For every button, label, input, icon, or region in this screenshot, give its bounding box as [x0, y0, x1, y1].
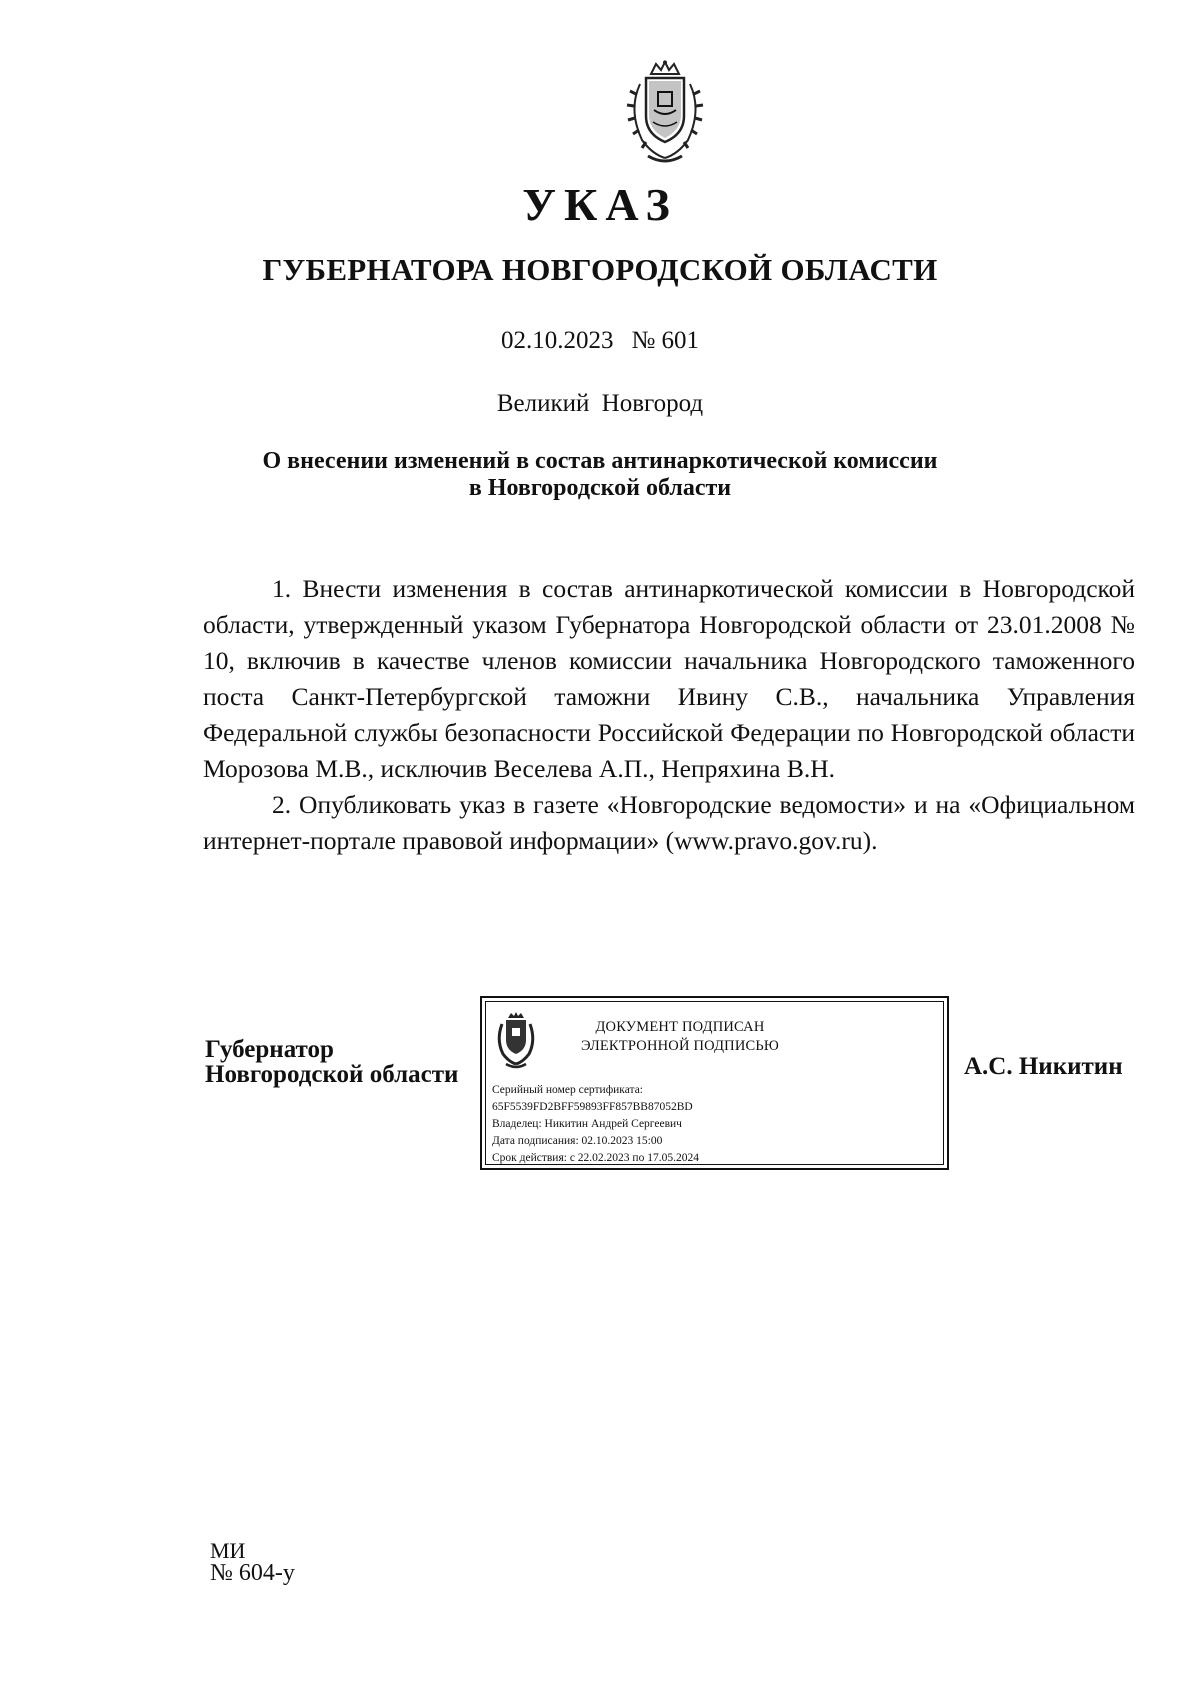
date-number-line: [0, 327, 1200, 355]
certificate-serial-value: 65F5539FD2BFF59893FF857BB87052BD: [492, 1101, 693, 1113]
stamp-heading: [570, 1018, 790, 1056]
document-date: 02.10.2023: [500, 327, 614, 354]
signatory-title-line: Новгородской области: [205, 1061, 459, 1088]
stamp-frame: [485, 1001, 944, 1165]
electronic-signature-stamp: [480, 996, 949, 1170]
signatory-title: [205, 1037, 458, 1087]
signatory-name: А.С. Никитин: [964, 1053, 1123, 1080]
certificate-owner: Владелец: Никитин Андрей Сергеевич: [492, 1118, 682, 1130]
signing-date: Дата подписания: 02.10.2023 15:00: [492, 1135, 663, 1147]
document-body: [203, 571, 1135, 859]
certificate-serial-label: Серийный номер сертификата:: [492, 1084, 643, 1096]
document-title: УКАЗ: [522, 179, 678, 230]
stamp-heading-line: ЭЛЕКТРОННОЙ ПОДПИСЬЮ: [580, 1038, 780, 1054]
registration-number: № 604-у: [210, 1560, 295, 1586]
novgorod-coat-of-arms-icon: [494, 1012, 538, 1070]
heading-line: в Новгородской области: [468, 475, 732, 501]
document-number: № 601: [631, 327, 700, 354]
novgorod-coat-of-arms-icon: [618, 60, 712, 168]
footer-reference: [210, 1540, 295, 1584]
stamp-heading-line: ДОКУМЕНТ ПОДПИСАН: [595, 1019, 765, 1035]
certificate-validity: Срок действия: с 22.02.2023 по 17.05.2024: [492, 1152, 699, 1164]
signatory-title-line: Губернатор: [205, 1036, 334, 1063]
body-paragraph-2: 2. Опубликовать указ в газете «Новгородские ведомости» и на «Официальном интернет-портале правовой информации» (www.pravo.gov.ru).: [203, 790, 1135, 855]
executor-initials: МИ: [210, 1538, 246, 1563]
document-heading: [0, 448, 1200, 502]
stamp-details: [492, 1082, 699, 1167]
document-subtitle: ГУБЕРНАТОРА НОВГОРОДСКОЙ ОБЛАСТИ: [262, 252, 938, 287]
heading-line: О внесении изменений в состав антинаркотической комиссии: [262, 448, 938, 474]
document-place: Великий Новгород: [496, 390, 704, 417]
body-paragraph-1: 1. Внести изменения в состав антинаркотической комиссии в Новгородской области, утвержденный указом Губернатора Новгородской области от 23.01.2008 № 10, включив в качестве членов комиссии начальника Новгородского таможенного поста Санкт-Петербургской таможни Ивину С.В., начальника Управления Федеральной службы безопасности Российской Федерации по Новгородской области Морозова М.В., исключив Веселева А.П., Непряхина В.Н.: [203, 574, 1135, 783]
